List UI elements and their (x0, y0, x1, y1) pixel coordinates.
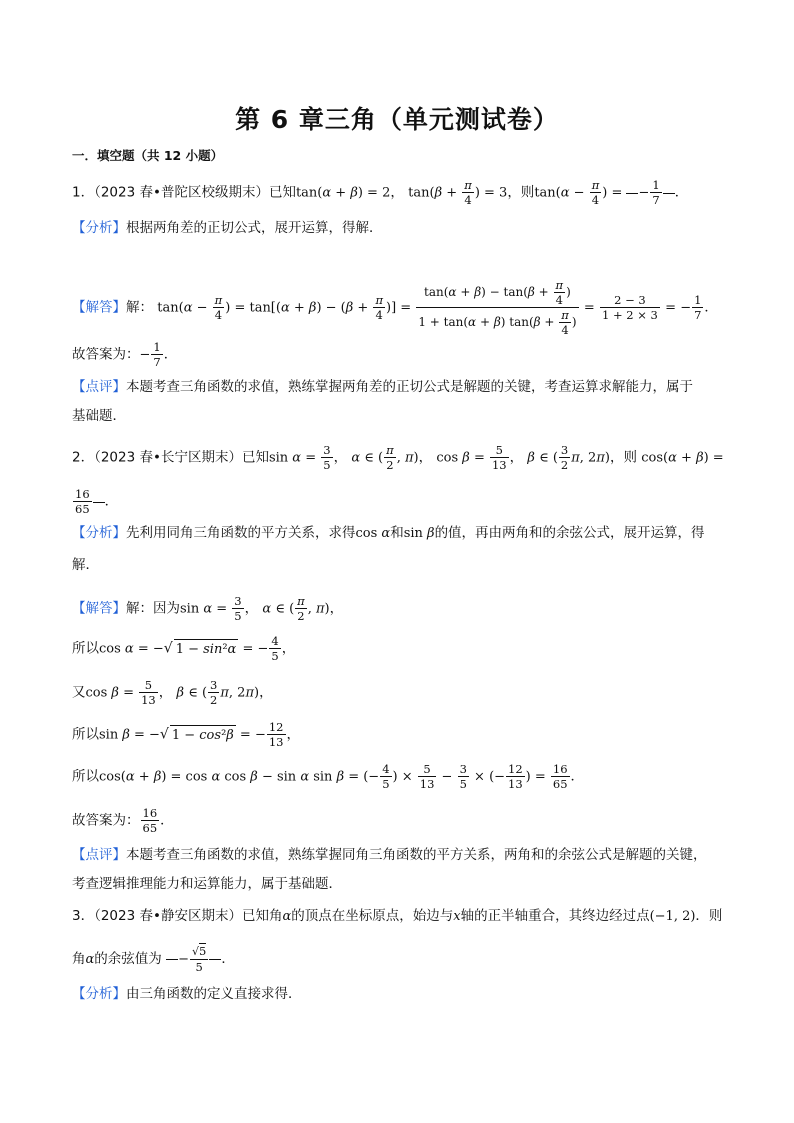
solution-tag: 【解答】 (72, 299, 126, 316)
q1-prefix: 1．（2023 春•普陀区校级期末）已知 (72, 184, 296, 201)
q2-comment-1: 【点评】本题考查三角函数的求值，熟练掌握同角三角函数的平方关系，两角和的余弦公式是解题的关键， (72, 847, 707, 863)
q3-question-2: 角α的余弦值为 − $\frac{√5}{5}$ ． (72, 944, 235, 974)
q3-analysis: 【分析】由三角函数的定义直接求得． (72, 986, 302, 1002)
section-heading: 一．填空题（共 12 小题） (72, 148, 224, 163)
q2-comment-2: 考查逻辑推理能力和运算能力，属于基础题． (72, 876, 342, 892)
q1-comment-2: 基础题． (72, 408, 126, 424)
q2-solution-4: 所以sin β = −√ 1 − cos²β = − $\frac{12}{13}$ ， (72, 720, 300, 749)
q2-question: 2．（2023 春•长宁区期末）已知sin α = $\frac{3}{5}$ ， α ∈ ( $\frac{\pi}{2}$ , π)， cos β = $\frac{5}{13}$ ， β ∈ ( $\frac{3}{2}$ π, 2π)，则 cos(α + β) = (72, 443, 724, 472)
q2-solution-5: 所以cos(α + β) = cos α cos β − sin α sin β = (− $\frac{4}{5}$ ) × $\frac{5}{13}$ − $\frac{3}{5}$ × (− $\frac{12}{13}$ ) = $\frac{16}{65}$ ． (72, 762, 585, 791)
q1-solution: 【解答】解： tan(α − $\frac{\pi}{4}$ ) = tan[(α + β) − (β + $\frac{\pi}{4}$ )] = tan(α + β) − tan(β + $\frac{\pi}{4}$ ) 1 + tan(α + β) tan(β + $\frac{\pi}{4}$ ) = $\frac{2 - 3}{1 + 2 \times 3}$ = − $\frac{1}{7}$ ． (72, 278, 718, 337)
q1-question: 1．（2023 春•普陀区校级期末）已知tan(α + β) = 2， tan(β + $\frac{\pi}{4}$ ) = 3，则tan(α − $\frac{\pi}{4}$ ) = − $\frac{1}{7}$ ． (72, 178, 689, 207)
q2-answer: 故答案为： $\frac{16}{65}$ ． (72, 806, 174, 835)
q2-solution-3: 又cos β = $\frac{5}{13}$ ， β ∈ ( $\frac{3}{2}$ π, 2π)， (72, 678, 273, 707)
q1-analysis: 【分析】根据两角差的正切公式，展开运算，得解． (72, 220, 383, 236)
q2-answer-blank: $\frac{16}{65}$ ． (75, 487, 119, 516)
page-title: 第 6 章三角（单元测试卷） (235, 105, 559, 134)
q2-analysis-2: 解． (72, 557, 99, 573)
q1-comment-1: 【点评】本题考查三角函数的求值，熟练掌握两角差的正切公式是解题的关键，考查运算求解能力，属于 (72, 379, 693, 395)
comment-tag: 【点评】 (72, 379, 126, 395)
analysis-tag: 【分析】 (72, 220, 126, 236)
q2-solution-2: 所以cos α = −√ 1 − sin²α = − $\frac{4}{5}$ ， (72, 634, 296, 663)
q2-analysis-1: 【分析】先利用同角三角函数的平方关系，求得cos α和sin β的值，再由两角和的余弦公式，展开运算，得 (72, 525, 705, 541)
q1-answer: 故答案为：− $\frac{1}{7}$ ． (72, 340, 178, 369)
q3-question-1: 3．（2023 春•静安区期末）已知角α的顶点在坐标原点，始边与x轴的正半轴重合，其终边经过点(−1, 2)．则 (72, 908, 723, 924)
q2-solution-1: 【解答】解：因为sin α = $\frac{3}{5}$ ， α ∈ ( $\frac{\pi}{2}$ , π)， (72, 594, 344, 623)
